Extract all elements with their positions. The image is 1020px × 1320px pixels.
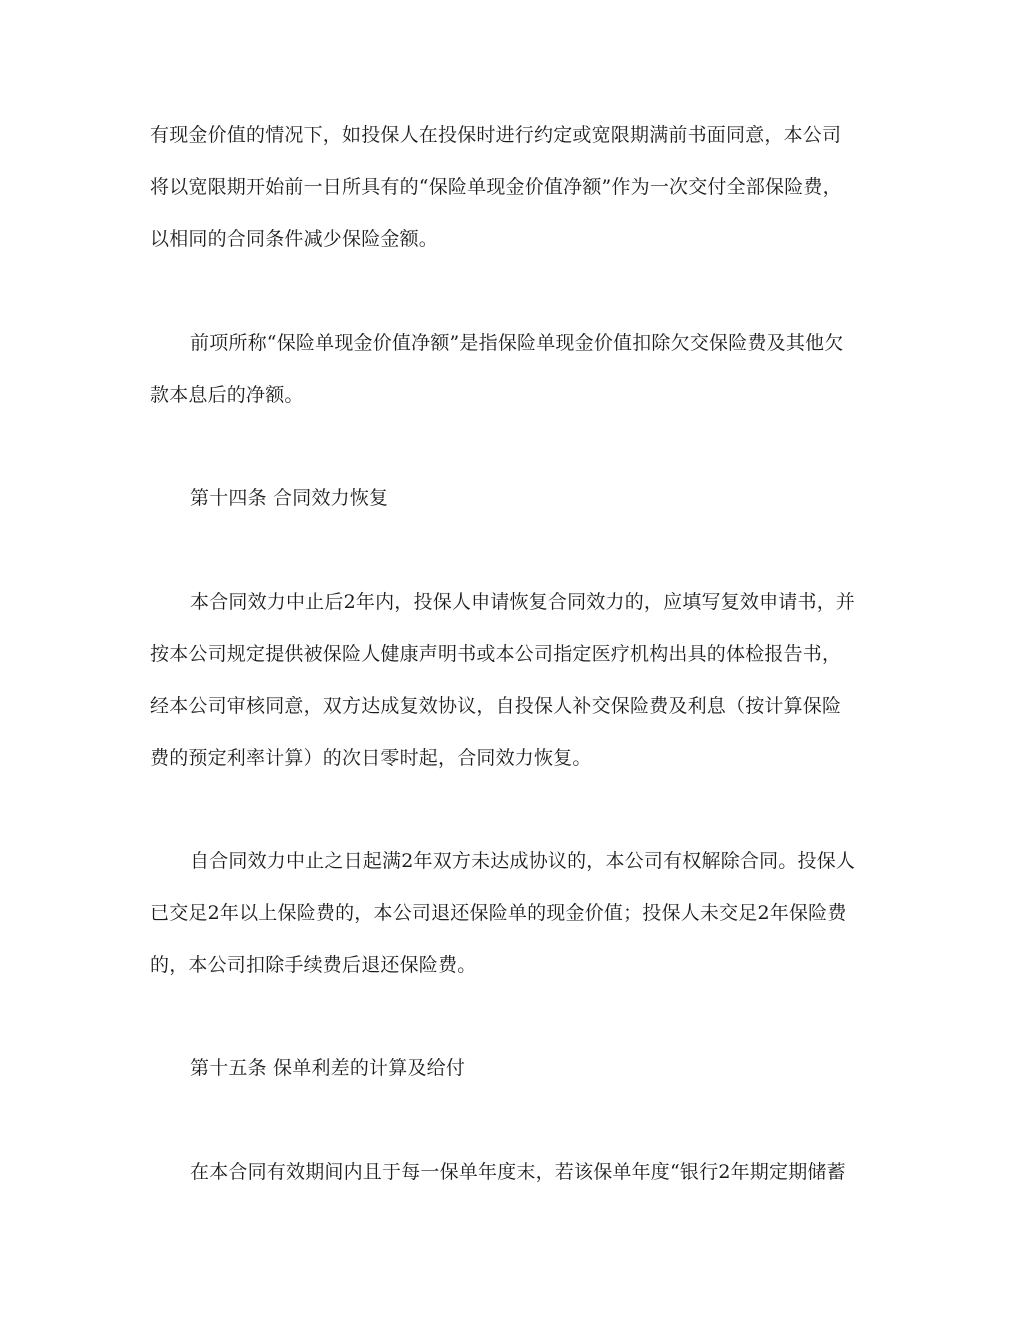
paragraph-line: 前项所称“保险单现金价值净额”是指保险单现金价值扣除欠交保险费及其他欠 <box>190 332 844 354</box>
paragraph-line: 款本息后的净额。 <box>150 384 304 406</box>
paragraph-line: 按本公司规定提供被保险人健康声明书或本公司指定医疗机构出具的体检报告书， <box>150 643 842 665</box>
paragraph-line: 经本公司审核同意，双方达成复效协议，自投保人补交保险费及利息（按计算保险 <box>150 695 842 717</box>
paragraph-line: 将以宽限期开始前一日所具有的“保险单现金价值净额”作为一次交付全部保险费， <box>150 176 842 198</box>
paragraph-line: 费的预定利率计算）的次日零时起，合同效力恢复。 <box>150 747 592 769</box>
paragraph-line: 在本合同有效期间内且于每一保单年度末，若该保单年度“银行2年期定期储蓄 <box>190 1161 846 1183</box>
paragraph-line: 有现金价值的情况下，如投保人在投保时进行约定或宽限期满前书面同意，本公司 <box>150 124 842 146</box>
paragraph-line: 以相同的合同条件减少保险金额。 <box>150 228 439 250</box>
paragraph-line: 已交足2年以上保险费的，本公司退还保险单的现金价值；投保人未交足2年保险费 <box>150 902 847 924</box>
paragraph-line: 本合同效力中止后2年内，投保人申请恢复合同效力的，应填写复效申请书，并 <box>190 591 856 613</box>
paragraph-line: 的，本公司扣除手续费后退还保险费。 <box>150 954 477 976</box>
paragraph-line: 自合同效力中止之日起满2年双方未达成协议的，本公司有权解除合同。投保人 <box>190 850 856 872</box>
article-heading: 第十四条 合同效力恢复 <box>190 487 389 509</box>
article-heading: 第十五条 保单利差的计算及给付 <box>190 1057 466 1079</box>
